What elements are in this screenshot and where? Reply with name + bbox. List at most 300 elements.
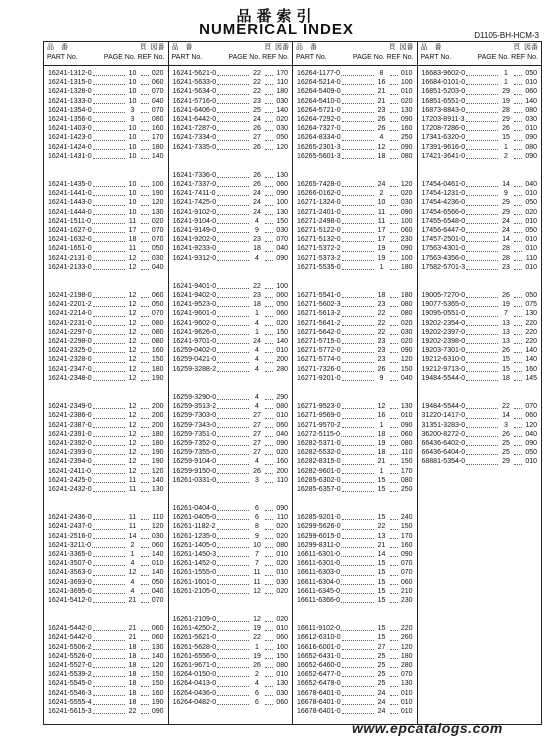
- part-number: 17454-0461-0: [421, 181, 466, 189]
- ref-number: 040: [400, 374, 413, 382]
- page-number: 28: [502, 254, 510, 262]
- index-group: [173, 282, 289, 374]
- page-number: 2: [255, 671, 259, 679]
- leader-dots: [390, 430, 398, 437]
- ref-number: 180: [151, 430, 164, 438]
- part-number: 16271-5642-0: [297, 328, 341, 336]
- page-number: 11: [128, 217, 137, 225]
- ref-number: 130: [400, 680, 413, 688]
- index-row: [48, 578, 164, 587]
- ref-number: 140: [525, 347, 537, 355]
- part-number: 16259-9150-0: [172, 467, 217, 475]
- leader-dots: [466, 337, 498, 344]
- index-row: [48, 291, 164, 300]
- leader-dots: [342, 689, 374, 696]
- page-number: 12: [377, 403, 386, 411]
- ref-number: 170: [276, 70, 288, 77]
- part-number: 16271-5774-0: [297, 356, 341, 364]
- index-row: [297, 263, 413, 272]
- page-number: 12: [128, 338, 137, 346]
- index-row: [48, 421, 164, 430]
- leader-dots: [265, 226, 273, 233]
- ref-number: 060: [525, 412, 537, 420]
- page-number: 26: [502, 292, 510, 300]
- index-row: [173, 282, 289, 291]
- leader-dots: [141, 309, 149, 316]
- part-number: 16259-0402-0: [172, 347, 217, 355]
- ref-number: 010: [525, 263, 537, 271]
- leader-dots: [390, 180, 398, 187]
- page-number: 4: [130, 587, 135, 595]
- leader-dots: [93, 596, 125, 603]
- part-number: 16241-9312-0: [172, 254, 217, 262]
- leader-dots: [342, 106, 374, 113]
- index-row: [422, 217, 538, 226]
- leader-dots: [342, 346, 374, 353]
- index-row: [297, 661, 413, 670]
- leader-dots: [265, 291, 273, 298]
- column-header: [293, 42, 417, 66]
- page-number: 19: [377, 439, 386, 447]
- leader-dots: [141, 421, 149, 428]
- leader-dots: [342, 235, 374, 242]
- ref-number: 030: [400, 199, 413, 207]
- part-number: 16652-6477-0: [297, 671, 341, 679]
- page-number: 15: [377, 476, 386, 484]
- ref-number: 100: [400, 79, 413, 87]
- index-row: [422, 180, 538, 189]
- ref-number: 060: [151, 79, 164, 87]
- leader-dots: [217, 87, 249, 94]
- ref-number: 020: [400, 97, 413, 105]
- leader-dots: [390, 698, 398, 705]
- leader-dots: [466, 346, 498, 353]
- ref-number: 110: [525, 254, 537, 262]
- leader-dots: [466, 448, 498, 455]
- leader-dots: [342, 643, 374, 650]
- index-row: [173, 69, 289, 78]
- leader-dots: [93, 97, 125, 104]
- leader-dots: [217, 393, 249, 400]
- part-number: 16241-3507-0: [48, 560, 92, 568]
- ref-number: 150: [400, 458, 413, 466]
- page-number: 18: [377, 430, 386, 438]
- ref-number: 160: [276, 458, 288, 466]
- leader-dots: [514, 263, 522, 270]
- ref-number: 190: [151, 374, 164, 382]
- leader-dots: [217, 670, 249, 677]
- leader-dots: [265, 661, 273, 668]
- leader-dots: [141, 263, 149, 270]
- page-number: 22: [377, 523, 386, 531]
- part-number: 16241-2231-0: [48, 319, 92, 327]
- leader-dots: [342, 485, 374, 492]
- ref-number: 090: [276, 439, 288, 447]
- page-number: 12: [128, 328, 137, 336]
- leader-dots: [265, 133, 273, 140]
- part-number: 16261-1235-0: [172, 532, 217, 540]
- page-number: 29: [502, 208, 510, 216]
- part-number: 16271-9201-0: [297, 374, 341, 382]
- column-header: [418, 42, 542, 66]
- part-number: 16684-0101-0: [421, 79, 466, 87]
- leader-dots: [390, 513, 398, 520]
- leader-dots: [390, 624, 398, 631]
- part-number: 16271-9569-0: [297, 412, 341, 420]
- page-number: 12: [253, 615, 261, 623]
- index-row: [422, 143, 538, 152]
- leader-dots: [514, 226, 522, 233]
- ref-number: 220: [400, 625, 413, 633]
- index-row: [173, 661, 289, 670]
- leader-dots: [514, 411, 522, 418]
- index-row: [173, 550, 289, 559]
- leader-dots: [342, 319, 374, 326]
- page-number: 18: [128, 643, 137, 651]
- ref-number: 150: [400, 523, 413, 531]
- leader-dots: [93, 532, 125, 539]
- leader-dots: [141, 115, 149, 122]
- page-number: 1: [379, 467, 384, 475]
- ref-number: 130: [400, 106, 413, 114]
- page-number: 11: [128, 485, 137, 493]
- index-row: [48, 596, 164, 605]
- index-column: [168, 42, 293, 724]
- leader-dots: [466, 124, 498, 131]
- part-number: 16271-5715-0: [297, 338, 341, 346]
- index-row: [173, 421, 289, 430]
- part-number: 31351-3283-0: [421, 421, 466, 429]
- header-jp-fig: 図番: [150, 44, 165, 51]
- leader-dots: [390, 476, 398, 483]
- ref-number: 190: [151, 190, 164, 198]
- page-number: 22: [128, 707, 137, 715]
- part-number: 16261-0331-0: [172, 476, 217, 484]
- ref-number: 190: [151, 449, 164, 457]
- index-row: [422, 300, 538, 309]
- index-row: [422, 189, 538, 198]
- leader-dots: [93, 652, 125, 659]
- page-number: 27: [253, 421, 261, 429]
- leader-dots: [390, 124, 398, 131]
- leader-dots: [390, 69, 398, 76]
- page-number: 18: [128, 652, 137, 660]
- leader-dots: [217, 198, 249, 205]
- index-row: [173, 541, 289, 550]
- page-number: 10: [128, 152, 137, 160]
- page-number: 22: [377, 328, 386, 336]
- leader-dots: [141, 106, 149, 113]
- leader-dots: [466, 235, 498, 242]
- part-number: 16259-9104-0: [172, 458, 217, 466]
- part-number: 16611-6366-0: [297, 596, 341, 604]
- part-number: 16241-9626-0: [172, 328, 217, 336]
- index-group: [297, 180, 413, 272]
- page-number: 9: [255, 532, 259, 540]
- leader-dots: [514, 346, 522, 353]
- leader-dots: [93, 457, 125, 464]
- page-number: 9: [379, 374, 384, 382]
- part-number: 16241-1435-0: [48, 181, 92, 189]
- leader-dots: [514, 69, 522, 76]
- ref-number: 110: [152, 514, 164, 522]
- page-number: 10: [128, 88, 137, 96]
- page-number: 3: [130, 106, 135, 114]
- leader-dots: [141, 180, 149, 187]
- leader-dots: [217, 208, 249, 215]
- page-number: 29: [502, 199, 510, 207]
- leader-dots: [466, 208, 498, 215]
- leader-dots: [390, 421, 398, 428]
- ref-number: 130: [151, 208, 164, 216]
- page-number: 11: [253, 569, 261, 577]
- ref-number: 130: [276, 208, 288, 216]
- leader-dots: [265, 652, 273, 659]
- leader-dots: [390, 355, 398, 362]
- leader-dots: [217, 559, 249, 566]
- part-number: 16264-5409-0: [297, 88, 341, 96]
- part-number: 16299-8311-0: [297, 541, 341, 549]
- part-number: 16678-6401-0: [297, 689, 341, 697]
- index-row: [297, 97, 413, 106]
- index-row: [422, 124, 538, 133]
- ref-number: 200: [276, 356, 288, 364]
- index-row: [173, 679, 289, 688]
- header-ref-no: REF No.: [511, 54, 538, 61]
- leader-dots: [514, 180, 522, 187]
- part-number: 16241-5621-0: [172, 70, 217, 77]
- page-number: 12: [128, 356, 137, 364]
- part-number: 19212-9713-0: [421, 365, 466, 373]
- ref-number: 220: [525, 319, 537, 327]
- page-number: 10: [253, 541, 261, 549]
- leader-dots: [342, 152, 374, 159]
- ref-number: 090: [400, 245, 413, 253]
- index-row: [173, 337, 289, 346]
- index-row: [422, 457, 538, 466]
- ref-number: 190: [151, 458, 164, 466]
- page-number: 12: [128, 365, 137, 373]
- leader-dots: [217, 615, 249, 622]
- page-number: 23: [253, 97, 261, 105]
- index-row: [297, 355, 413, 364]
- part-number: 16241-1315-0: [48, 79, 92, 87]
- part-number: 36200-8272-0: [421, 430, 466, 438]
- leader-dots: [93, 559, 125, 566]
- leader-dots: [514, 97, 522, 104]
- index-row: [48, 652, 164, 661]
- part-number: 16241-2325-0: [48, 347, 92, 355]
- part-number: 16271-2498-0: [297, 217, 341, 225]
- leader-dots: [93, 319, 125, 326]
- leader-dots: [390, 346, 398, 353]
- header-part-no: PART No.: [296, 54, 327, 61]
- page-number: 14: [128, 532, 137, 540]
- leader-dots: [217, 244, 249, 251]
- page-number: 19: [253, 625, 261, 633]
- part-number: 66436-6404-0: [421, 449, 466, 457]
- index-row: [173, 365, 289, 374]
- ref-number: 170: [151, 134, 164, 142]
- index-row: [422, 198, 538, 207]
- leader-dots: [514, 328, 522, 335]
- ref-number: 010: [525, 217, 537, 225]
- page-number: 18: [128, 698, 137, 706]
- leader-dots: [514, 244, 522, 251]
- page-number: 24: [502, 227, 510, 235]
- ref-number: 210: [400, 587, 413, 595]
- ref-number: 050: [525, 292, 537, 300]
- part-number: 16264-8334-0: [297, 134, 341, 142]
- leader-dots: [141, 707, 149, 714]
- leader-dots: [217, 133, 249, 140]
- part-number: 16265-2301-3: [297, 143, 341, 151]
- leader-dots: [217, 337, 249, 344]
- leader-dots: [217, 643, 249, 650]
- leader-dots: [466, 430, 498, 437]
- page-number: 23: [377, 356, 386, 364]
- index-row: [297, 226, 413, 235]
- leader-dots: [141, 244, 149, 251]
- page-number: 2: [130, 541, 135, 549]
- part-number: 17208-7286-0: [421, 125, 466, 133]
- index-row: [297, 679, 413, 688]
- leader-dots: [92, 217, 124, 224]
- leader-dots: [265, 282, 273, 289]
- part-number: 16271-5541-0: [297, 292, 341, 300]
- leader-dots: [342, 670, 374, 677]
- part-number: 16241-6442-0: [172, 116, 217, 124]
- part-number: 16282-8315-0: [297, 458, 341, 466]
- index-row: [422, 235, 538, 244]
- part-number: 16241-2432-0: [48, 485, 92, 493]
- part-number: 16259-3290-0: [172, 393, 217, 401]
- leader-dots: [141, 374, 149, 381]
- index-row: [48, 374, 164, 383]
- ref-number: 140: [151, 569, 164, 577]
- ref-number: 070: [151, 88, 164, 96]
- leader-dots: [265, 698, 273, 705]
- page-number: 16: [377, 412, 386, 420]
- index-row: [173, 189, 289, 198]
- part-number: 16241-2348-0: [48, 374, 92, 382]
- leader-dots: [217, 328, 249, 335]
- page-number: 12: [128, 569, 137, 577]
- leader-dots: [342, 78, 374, 85]
- index-row: [422, 254, 538, 263]
- page-number: 15: [377, 569, 386, 577]
- part-number: 16241-1632-0: [48, 236, 92, 244]
- index-row: [297, 208, 413, 217]
- leader-dots: [514, 421, 522, 428]
- index-row: [422, 319, 538, 328]
- part-number: 16241-1328-0: [48, 88, 92, 96]
- ref-number: 090: [400, 550, 413, 558]
- index-row: [297, 421, 413, 430]
- leader-dots: [342, 365, 374, 372]
- leader-dots: [217, 291, 249, 298]
- page-number: 10: [128, 199, 137, 207]
- leader-dots: [514, 152, 522, 159]
- part-number: 17456-6447-0: [421, 227, 466, 235]
- leader-dots: [265, 402, 273, 409]
- page-number: 13: [502, 338, 510, 346]
- part-number: 19202-2398-0: [421, 338, 466, 346]
- leader-dots: [466, 411, 498, 418]
- index-row: [48, 217, 164, 226]
- page-number: 10: [128, 208, 137, 216]
- leader-dots: [265, 568, 273, 575]
- index-row: [48, 226, 164, 235]
- page-number: 27: [253, 430, 261, 438]
- page-number: 18: [253, 301, 261, 309]
- page-number: 12: [128, 310, 137, 318]
- page-number: 15: [377, 485, 386, 493]
- ref-number: 130: [525, 310, 537, 318]
- ref-number: 290: [276, 393, 288, 401]
- page-number: 17: [377, 227, 386, 235]
- index-group: [297, 291, 413, 383]
- page-number: 12: [128, 319, 137, 327]
- index-row: [422, 328, 538, 337]
- ref-number: 050: [525, 449, 537, 457]
- part-number: 16241-1312-0: [48, 70, 92, 77]
- ref-number: 060: [276, 310, 288, 318]
- index-row: [297, 568, 413, 577]
- index-row: [173, 319, 289, 328]
- part-number: 16241-5545-0: [48, 680, 92, 688]
- leader-dots: [265, 670, 273, 677]
- leader-dots: [141, 587, 149, 594]
- ref-number: 150: [151, 671, 164, 679]
- leader-dots: [93, 689, 125, 696]
- leader-dots: [342, 421, 374, 428]
- leader-dots: [141, 633, 149, 640]
- leader-dots: [265, 180, 273, 187]
- leader-dots: [93, 69, 125, 76]
- index-row: [173, 208, 289, 217]
- leader-dots: [141, 439, 149, 446]
- ref-number: 060: [400, 227, 413, 235]
- part-number: 16241-3365-0: [48, 550, 92, 558]
- page-number: 12: [128, 263, 137, 271]
- part-number: 16241-1511-0: [48, 217, 92, 225]
- part-number: 16264-7327-0: [297, 125, 341, 133]
- leader-dots: [342, 476, 374, 483]
- part-number: 16285-9201-0: [297, 514, 341, 522]
- ref-number: 050: [276, 134, 288, 142]
- title-en: NUMERICAL INDEX: [199, 21, 354, 38]
- leader-dots: [93, 124, 125, 131]
- header-ref-no: REF No.: [137, 54, 165, 61]
- leader-dots: [265, 550, 273, 557]
- page-number: 23: [377, 106, 386, 114]
- leader-dots: [141, 559, 149, 566]
- page-number: 18: [377, 152, 386, 160]
- index-row: [297, 698, 413, 707]
- leader-dots: [141, 698, 149, 705]
- ref-number: 260: [400, 634, 413, 642]
- index-row: [48, 106, 164, 115]
- index-column: [417, 42, 542, 724]
- part-number: 16271-5132-0: [297, 236, 341, 244]
- part-number: 16241-1403-0: [48, 125, 92, 133]
- index-row: [48, 707, 164, 716]
- index-row: [422, 355, 538, 364]
- page-number: 19: [502, 301, 510, 309]
- part-number: 16678-6401-0: [297, 698, 341, 706]
- header-part-no: PART No.: [420, 54, 452, 61]
